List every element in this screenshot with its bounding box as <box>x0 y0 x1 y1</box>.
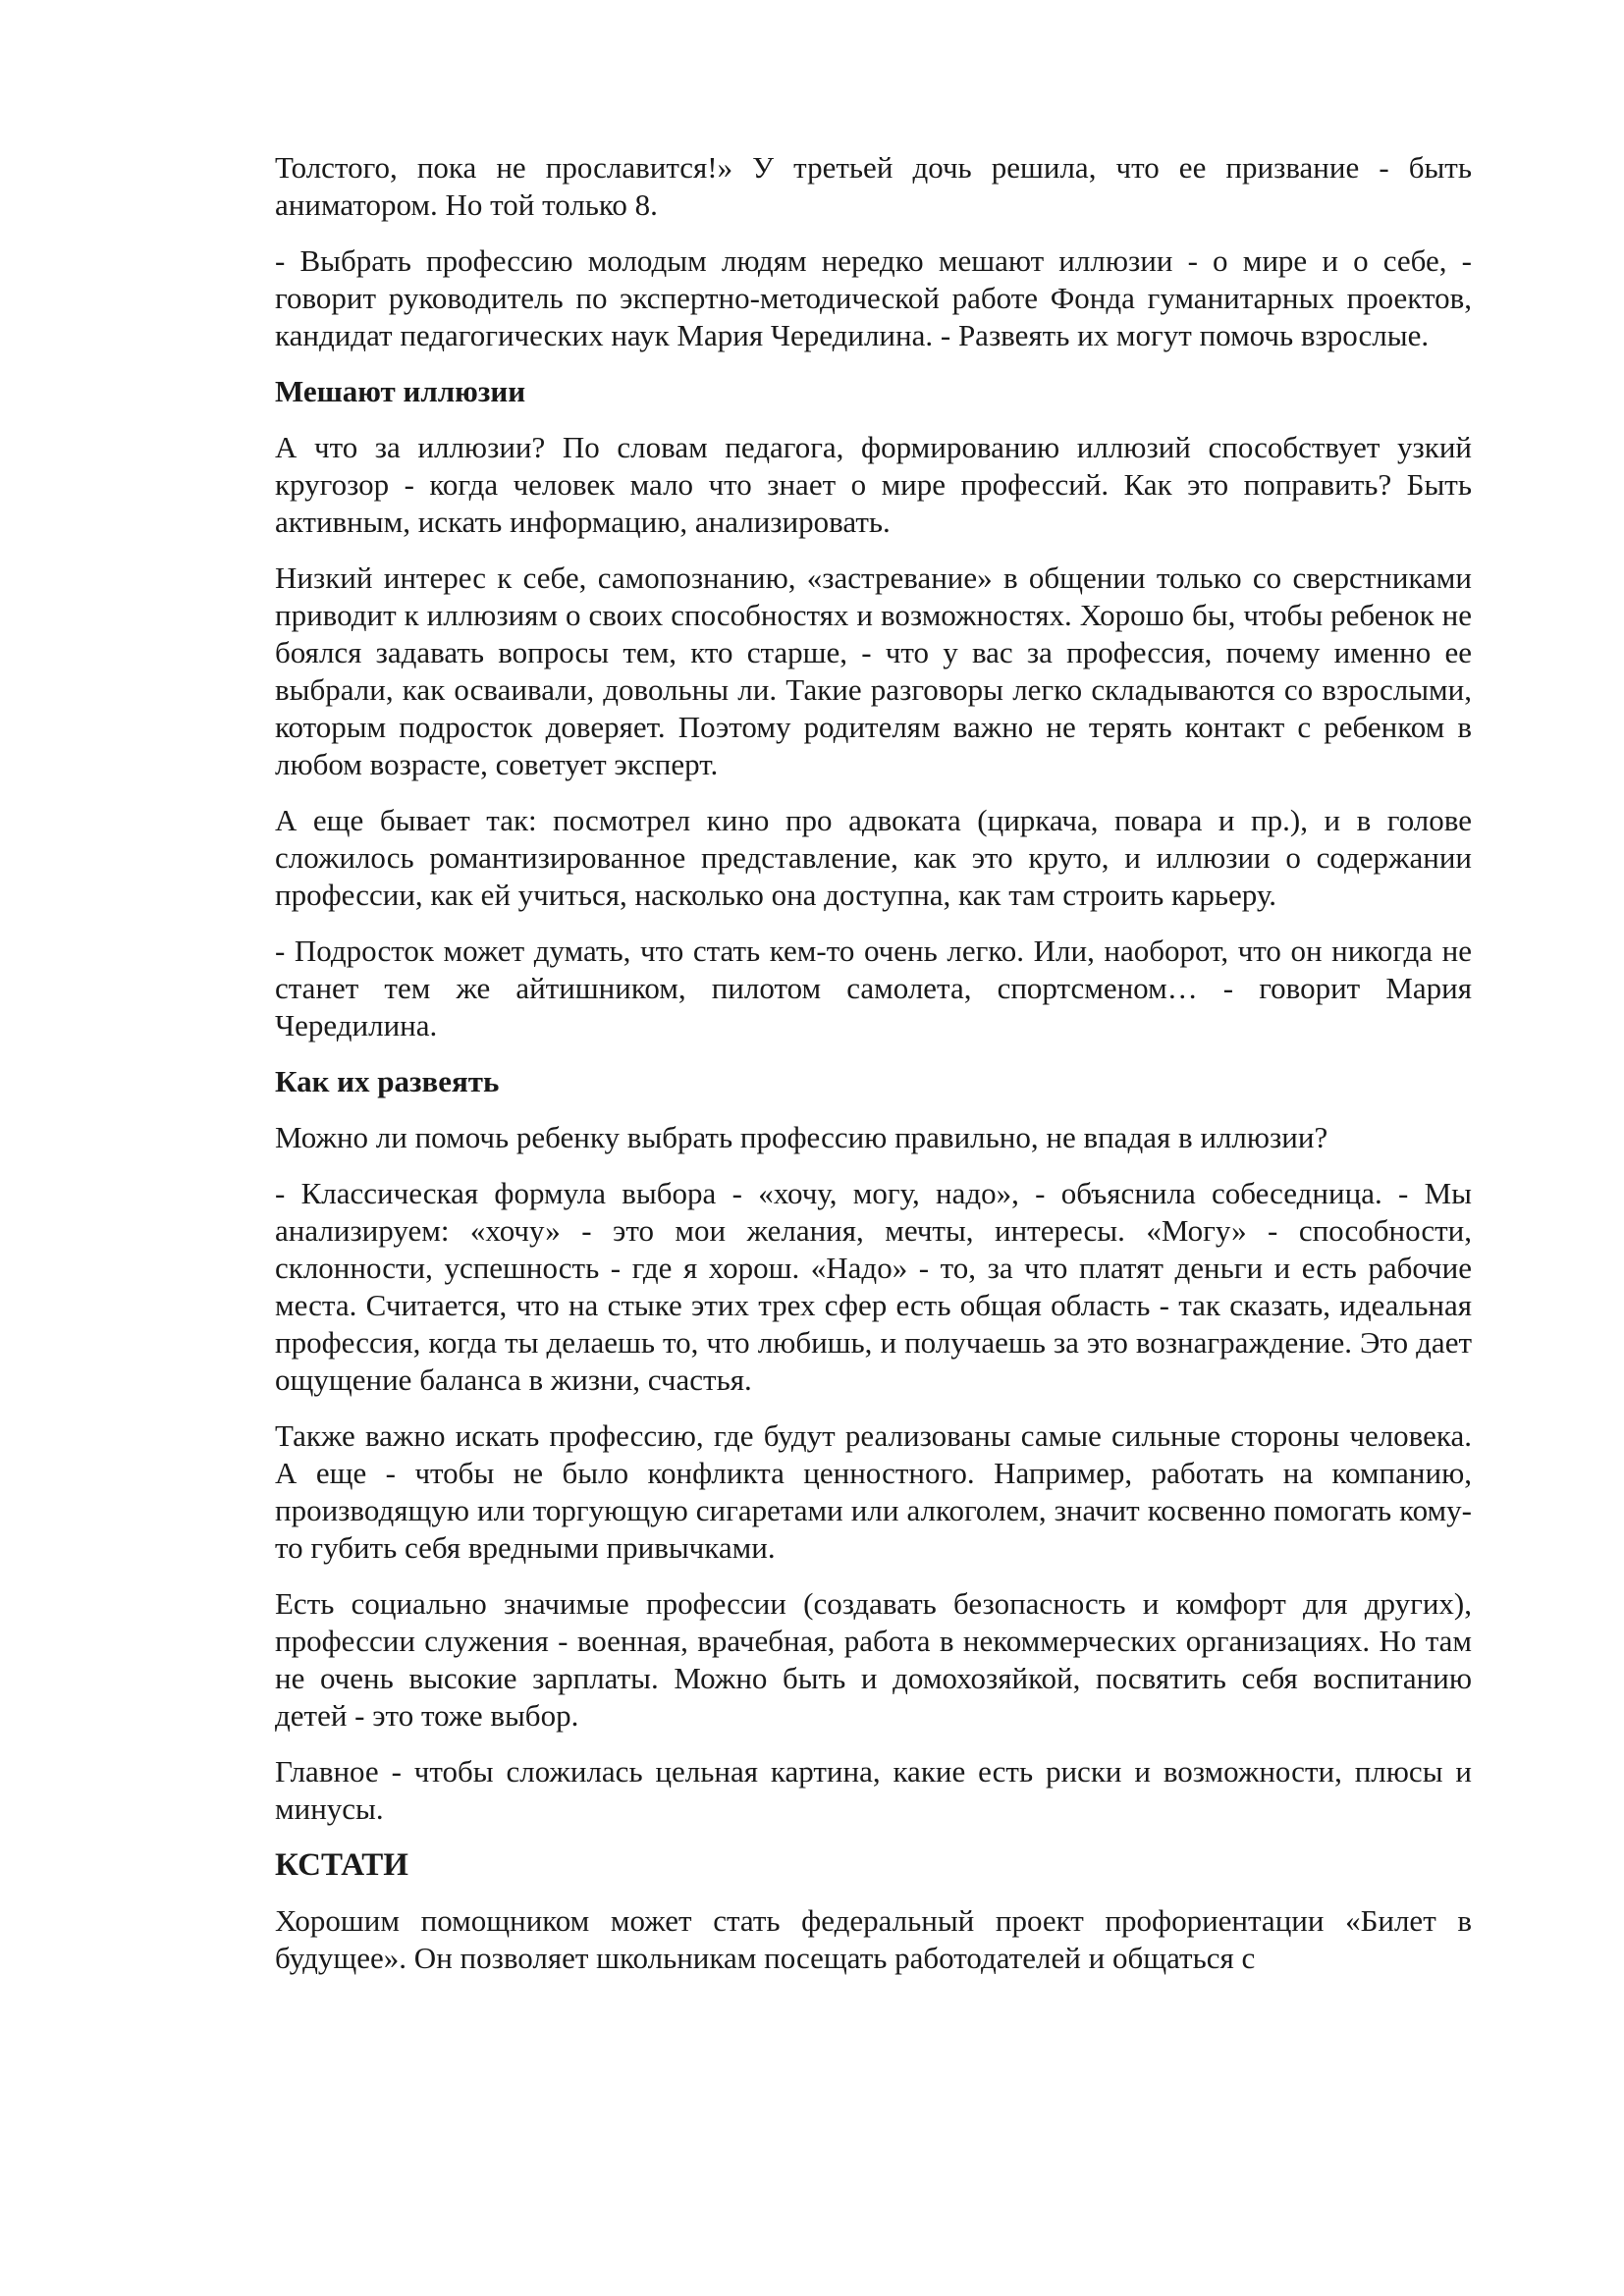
paragraph-4: Низкий интерес к себе, самопознанию, «застревание» в общении только со сверстниками приводит к иллюзиям о своих способностях и возможностях. Хорошо бы, чтобы ребенок не боялся задавать вопросы тем, кто старше, - что у вас за профессия, почему именно ее выбрали, как осваивали, довольны ли. Такие разговоры легко складываются со взрослыми, которым подросток доверяет. Поэтому родителям важно не терять контакт с ребенком в любом возрасте, советует эксперт. <box>275 561 1472 781</box>
paragraph-10: Есть социально значимые профессии (создавать безопасность и комфорт для других), профессии служения - военная, врачебная, работа в некоммерческих организациях. Но там не очень высокие зарплаты. Можно быть и домохозяйкой, посвятить себя воспитанию детей - это тоже выбор. <box>275 1586 1472 1733</box>
paragraph-1: Толстого, пока не прославится!» У третьей дочь решила, что ее призвание - быть аниматором. Но той только 8. <box>275 150 1472 222</box>
paragraph-5: А еще бывает так: посмотрел кино про адвоката (циркача, повара и пр.), и в голове сложилось романтизированное представление, как это круто, и иллюзии о содержании профессии, как ей учиться, насколько она доступна, как там строить карьеру. <box>275 803 1472 912</box>
document-page <box>275 149 1472 1996</box>
paragraph-7: Можно ли помочь ребенку выбрать профессию правильно, не впадая в иллюзии? <box>275 1120 1328 1154</box>
paragraph-9: Также важно искать профессию, где будут реализованы самые сильные стороны человека. А еще - чтобы не было конфликта ценностного. Например, работать на компанию, производящую или торгующую сигаретами или алкоголем, значит косвенно помогать кому-то губить себя вредными привычками. <box>275 1418 1472 1565</box>
section-heading-illusions: Мешают иллюзии <box>275 374 526 408</box>
paragraph-3: А что за иллюзии? По словам педагога, формированию иллюзий способствует узкий кругозор - когда человек мало что знает о мире профессий. Как это поправить? Быть активным, искать информацию, анализировать. <box>275 430 1472 539</box>
section-heading-by-the-way: КСТАТИ <box>275 1847 408 1883</box>
paragraph-12: Хорошим помощником может стать федеральный проект профориентации «Билет в будущее». Он позволяет школьникам посещать работодателей и общаться с <box>275 1903 1472 1975</box>
paragraph-11: Главное - чтобы сложилась цельная картина, какие есть риски и возможности, плюсы и минусы. <box>275 1754 1472 1826</box>
paragraph-8: - Классическая формула выбора - «хочу, могу, надо», - объяснила собеседница. - Мы анализируем: «хочу» - это мои желания, мечты, интересы. «Могу» - способности, склонности, успешность - где я хорош. «Надо» - то, за что платят деньги и есть рабочие места. Считается, что на стыке этих трех сфер есть общая область - так сказать, идеальная профессия, когда ты делаешь то, что любишь, и получаешь за это вознаграждение. Это дает ощущение баланса в жизни, счастья. <box>275 1176 1472 1397</box>
section-heading-dispel: Как их развеять <box>275 1064 500 1098</box>
paragraph-6: - Подросток может думать, что стать кем-то очень легко. Или, наоборот, что он никогда не станет тем же айтишником, пилотом самолета, спортсменом… - говорит Мария Чередилина. <box>275 934 1472 1042</box>
paragraph-2: - Выбрать профессию молодым людям нередко мешают иллюзии - о мире и о себе, - говорит руководитель по экспертно-методической работе Фонда гуманитарных проектов, кандидат педагогических наук Мария Чередилина. - Развеять их могут помочь взрослые. <box>275 243 1472 352</box>
